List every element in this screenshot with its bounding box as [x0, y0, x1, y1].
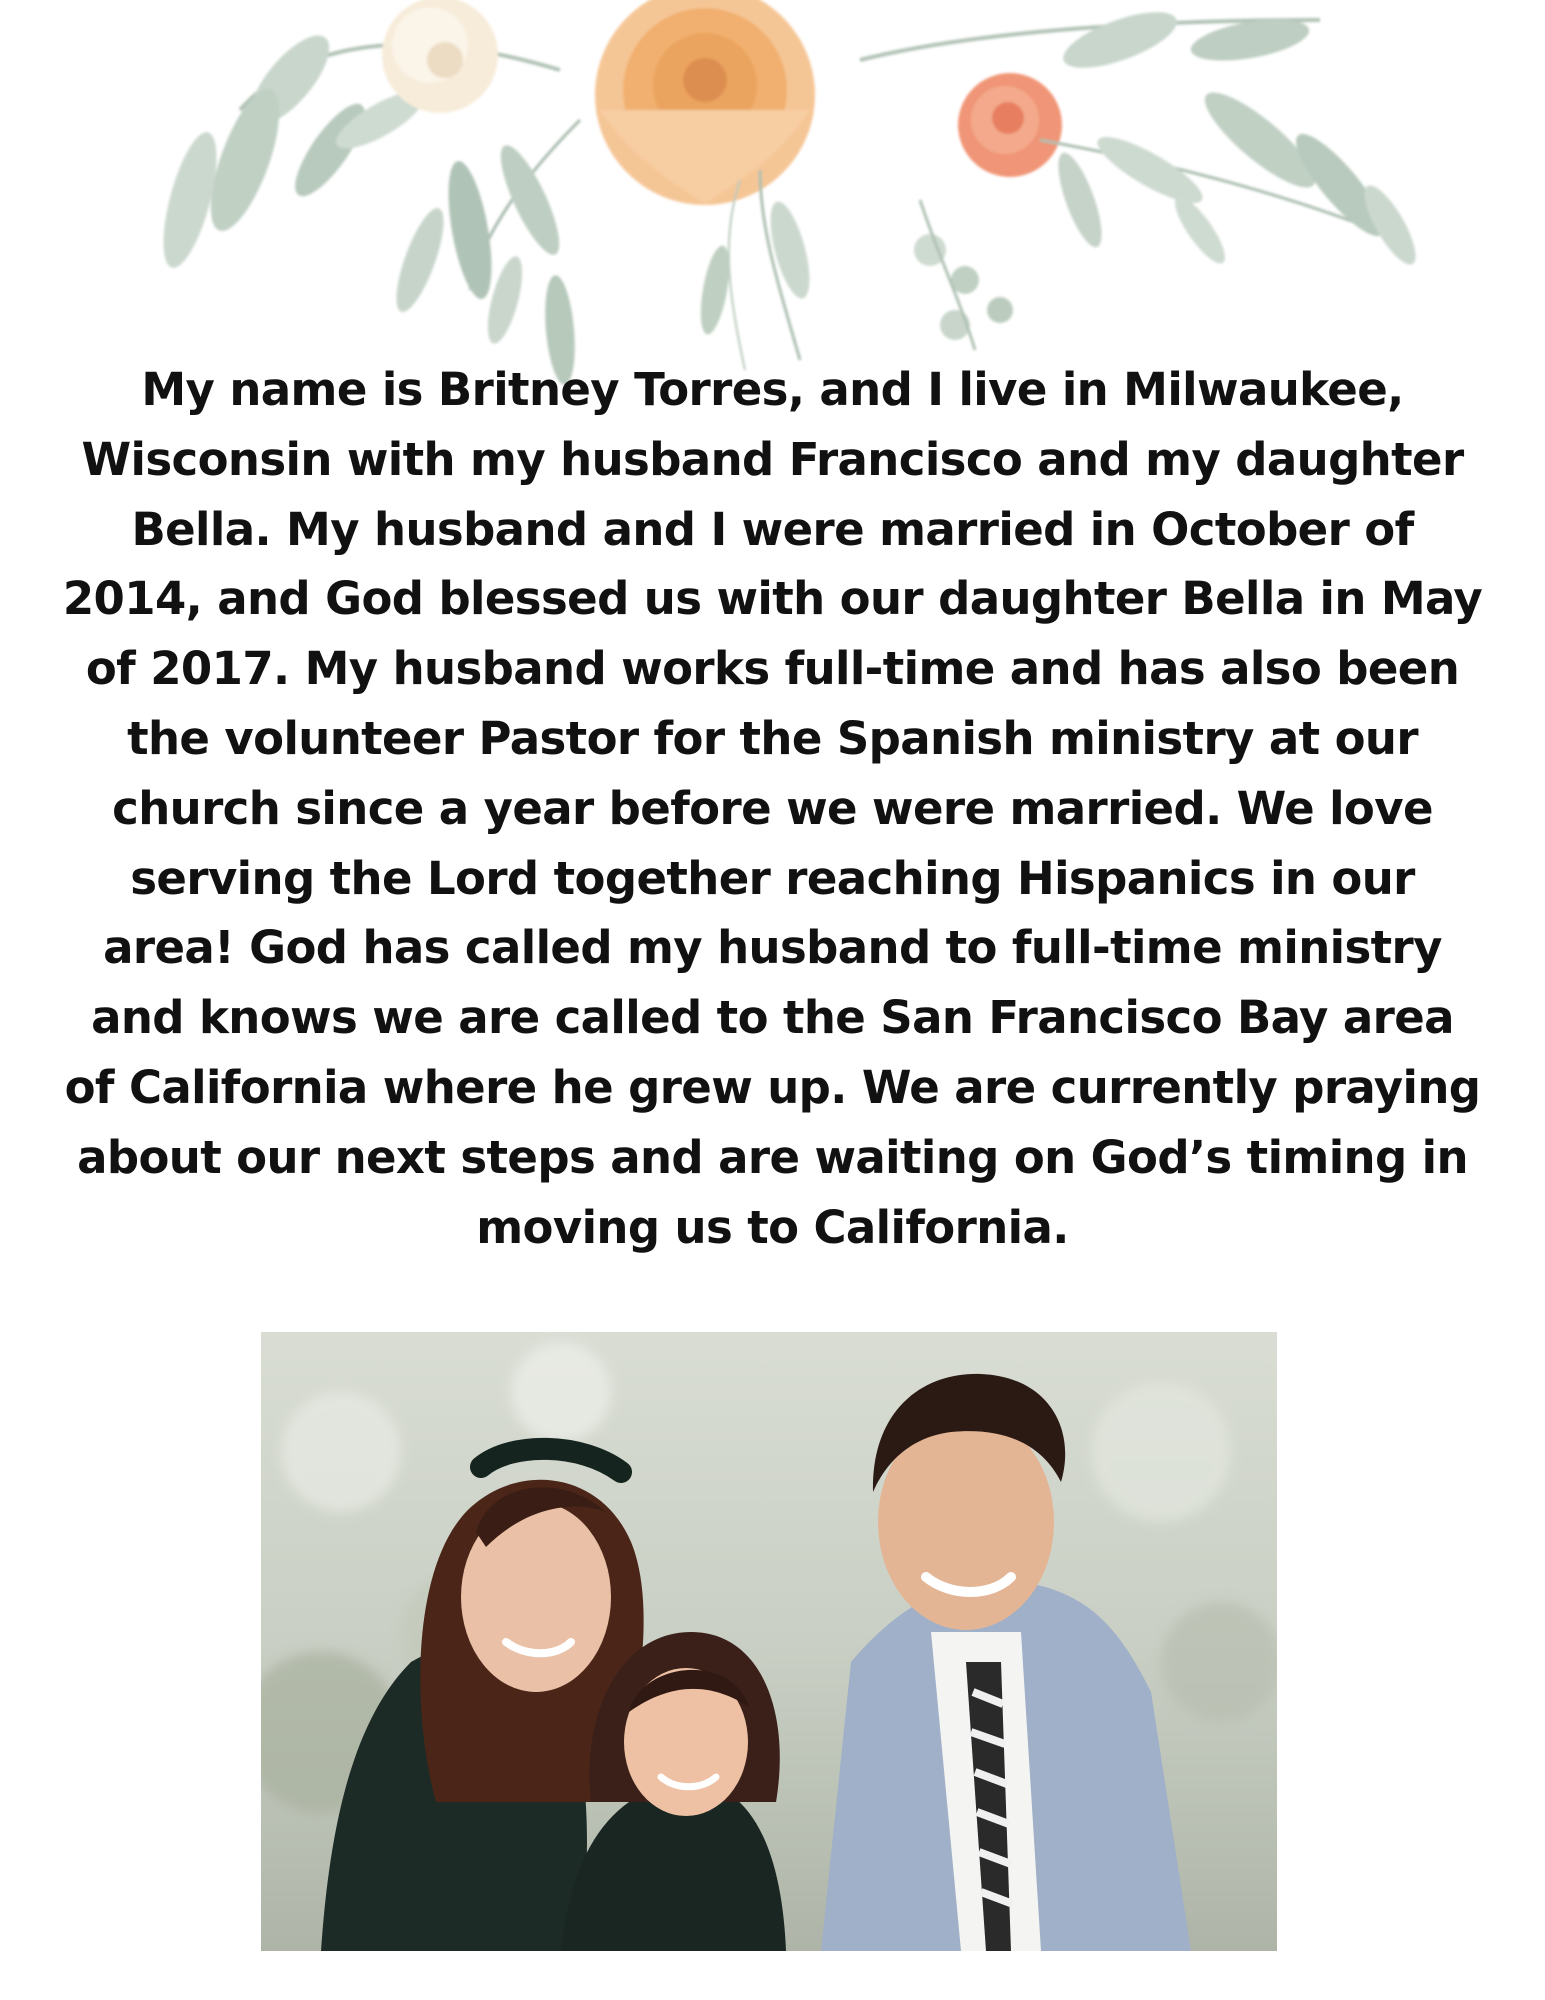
family-photo — [261, 1332, 1277, 1951]
family-photo-icon — [261, 1332, 1277, 1951]
bio-text: My name is Britney Torres, and I live in Milwaukee, Wisconsin with my husband Francisco and my daughter Bella. My husband and I were married in October of 2014, and God blessed us with our daughter Bella in May of 2017. My husband works full-time and has also been the volunteer Pastor for the Spanish ministry at our church since a year before we were married. We love serving the Lord together reaching Hispanics in our area! God has called my husband to full-time ministry and knows we are called to the San Francisco Bay area of California where he grew up. We are currently praying about our next steps and are waiting on God’s timing in moving us to California. — [62, 363, 1483, 1254]
floral-decoration-icon — [0, 0, 1545, 400]
